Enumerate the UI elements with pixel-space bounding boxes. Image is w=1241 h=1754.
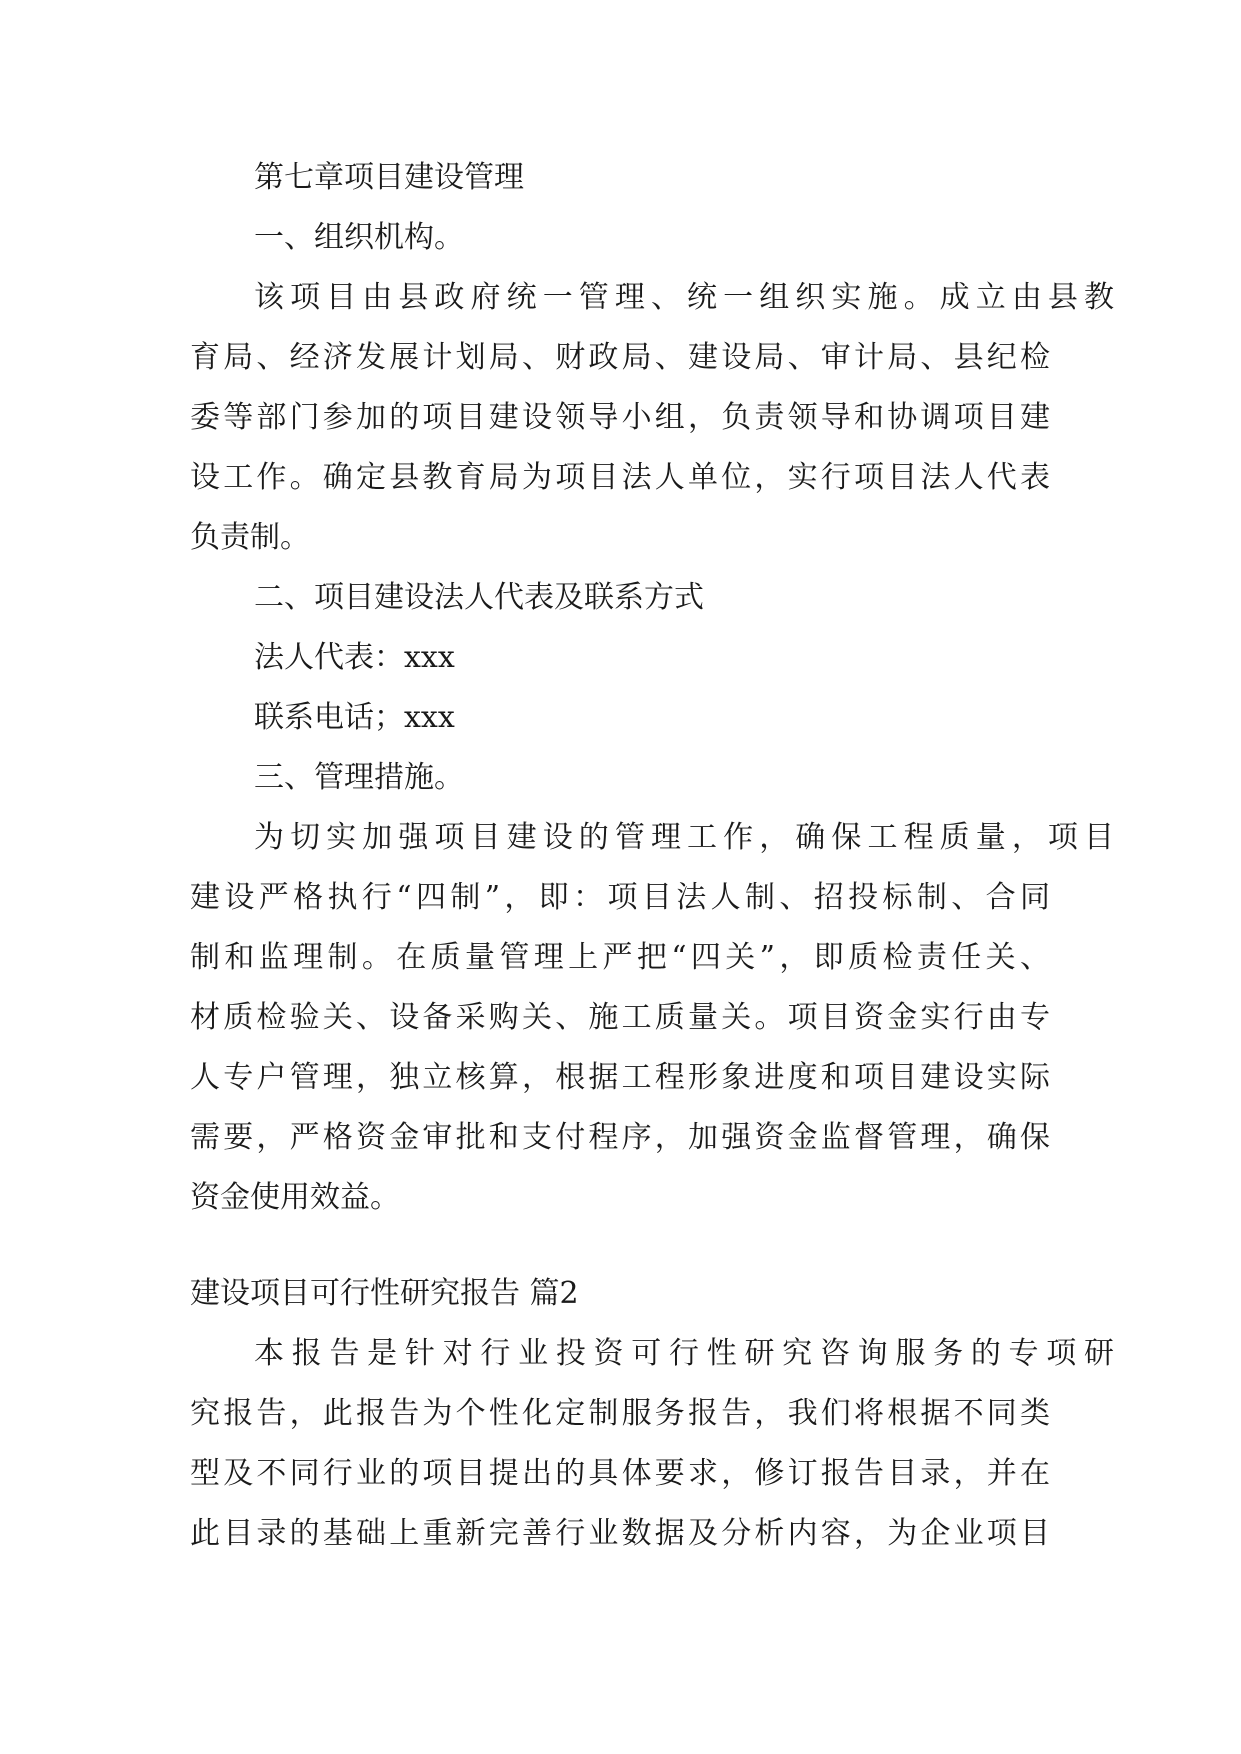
paragraph-line: 本报告是针对行业投资可行性研究咨询服务的专项研: [254, 1336, 1114, 1371]
paragraph-line: 负责制。: [190, 520, 310, 555]
contact-phone-text: 联系电话；xxx: [254, 700, 455, 735]
part-title: 建设项目可行性研究报告 篇2: [190, 1276, 579, 1311]
paragraph-management-measures: [190, 818, 1114, 1218]
section-heading-organization: 一、组织机构。: [254, 220, 464, 255]
paragraph-line: 需要，严格资金审批和支付程序，加强资金监督管理，确保: [190, 1120, 1050, 1155]
section-heading-legal-representative: 二、项目建设法人代表及联系方式: [254, 580, 704, 615]
paragraph-organization: [190, 278, 1114, 558]
chapter-title: 第七章项目建设管理: [254, 160, 524, 195]
paragraph-line: 资金使用效益。: [190, 1180, 400, 1215]
paragraph-line: 型及不同行业的项目提出的具体要求，修订报告目录，并在: [190, 1456, 1050, 1491]
paragraph-line: 人专户管理，独立核算，根据工程形象进度和项目建设实际: [190, 1060, 1050, 1095]
paragraph-line: 究报告，此报告为个性化定制服务报告，我们将根据不同类: [190, 1396, 1050, 1431]
paragraph-report-intro: [190, 1334, 1114, 1554]
paragraph-line: 设工作。确定县教育局为项目法人单位，实行项目法人代表: [190, 460, 1050, 495]
legal-representative-text: 法人代表：xxx: [254, 640, 455, 675]
paragraph-line: 委等部门参加的项目建设领导小组，负责领导和协调项目建: [190, 400, 1050, 435]
paragraph-line: 该项目由县政府统一管理、统一组织实施。成立由县教: [254, 280, 1114, 315]
paragraph-line: 此目录的基础上重新完善行业数据及分析内容，为企业项目: [190, 1516, 1050, 1551]
document-body: [190, 158, 1114, 1574]
paragraph-line: 制和监理制。在质量管理上严把“四关”，即质检责任关、: [190, 940, 1050, 975]
paragraph-line: 育局、经济发展计划局、财政局、建设局、审计局、县纪检: [190, 340, 1050, 375]
paragraph-line: 材质检验关、设备采购关、施工质量关。项目资金实行由专: [190, 1000, 1050, 1035]
paragraph-line: 为切实加强项目建设的管理工作，确保工程质量，项目: [254, 820, 1114, 855]
section-heading-management-measures: 三、管理措施。: [254, 760, 464, 795]
paragraph-line: 建设严格执行“四制”，即：项目法人制、招投标制、合同: [190, 880, 1050, 915]
